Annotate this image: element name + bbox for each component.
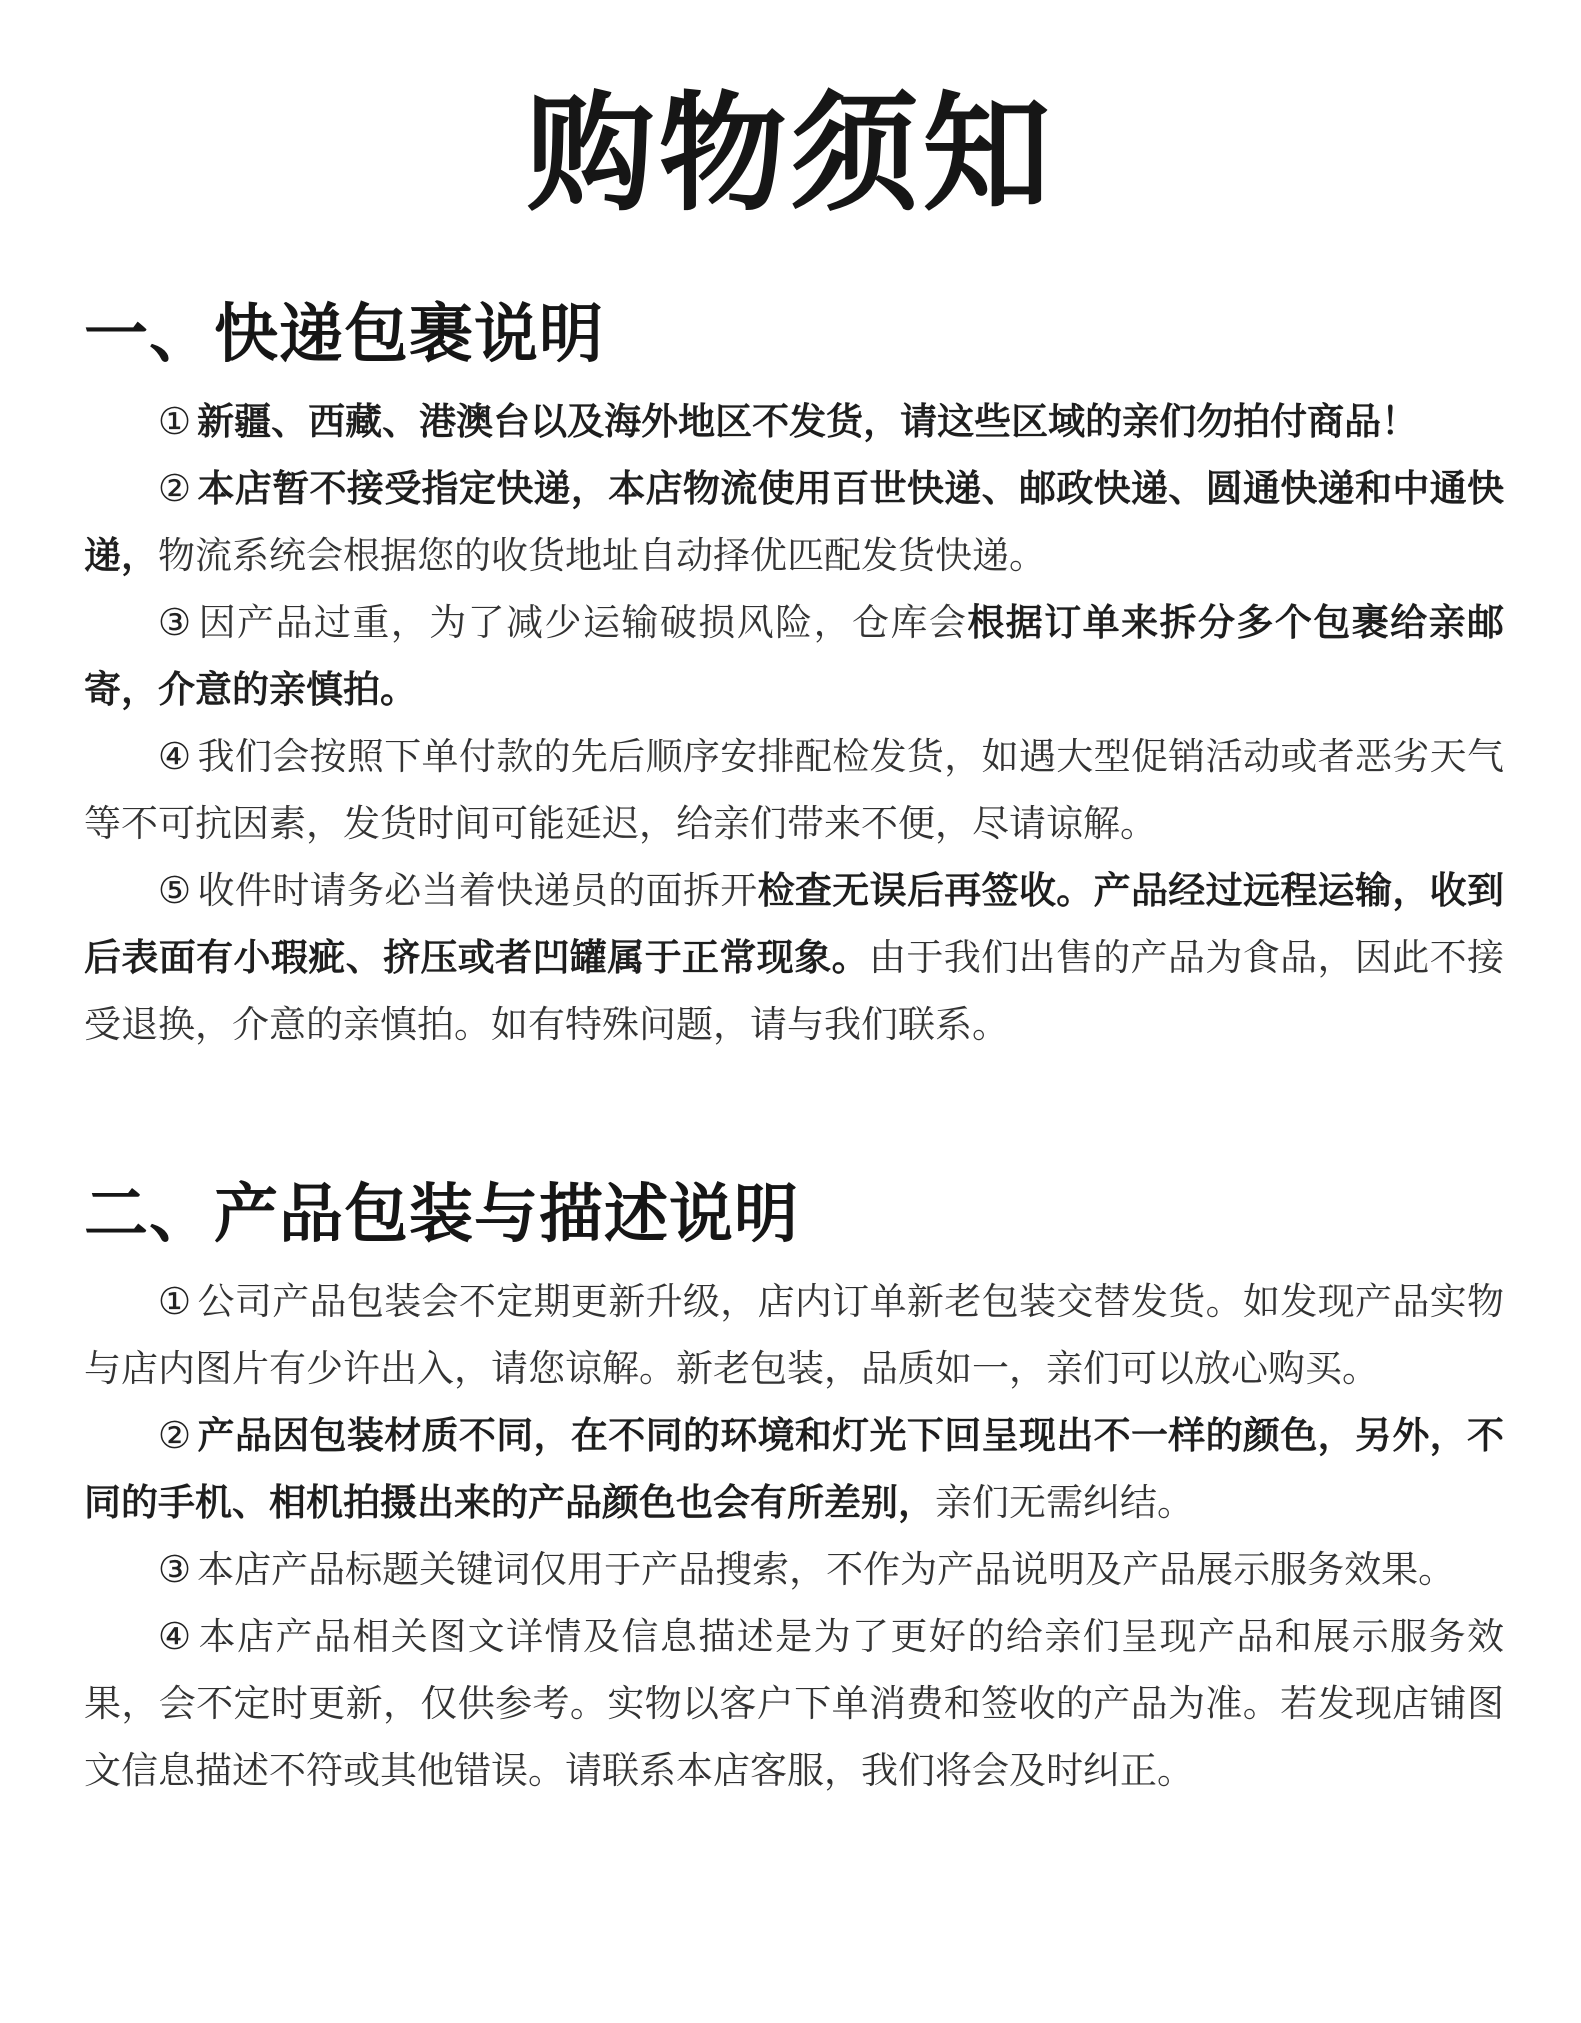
item-text: 因产品过重，为了减少运输破损风险，仓库会 — [198, 601, 968, 644]
notice-item — [84, 589, 1504, 723]
notice-item — [84, 857, 1504, 1058]
item-text: 本店产品标题关键词仅用于产品搜索，不作为产品说明及产品展示服务效果。 — [197, 1548, 1456, 1591]
page-title: 购物须知 — [526, 80, 1055, 229]
section-packaging — [84, 1170, 1504, 1804]
item-number: ⑤ — [158, 869, 192, 912]
notice-item — [84, 455, 1504, 589]
section-heading: 一、快递包裹说明 — [84, 298, 604, 372]
item-text: 我们会按照下单付款的先后顺序安排配检发货，如遇大型促销活动或者恶劣天气等不可抗因素，发货时间可能延迟，给亲们带来不便，尽请谅解。 — [84, 735, 1505, 845]
item-text-bold: 检查无误后再签收。产品经过远程运输，收到后表面有小瑕疵、挤压或者凹罐属于正常现象。 — [84, 869, 1505, 979]
item-text-bold: 产品因包装材质不同，在不同的环境和灯光下回呈现出不一样的颜色，另外，不同的手机、相机拍摄出来的产品颜色也会有所差别， — [84, 1414, 1505, 1524]
notice-item — [84, 1402, 1504, 1536]
notice-item — [84, 1536, 1504, 1603]
notice-item — [84, 388, 1504, 455]
item-number: ② — [158, 467, 192, 510]
item-number: ③ — [158, 601, 193, 644]
item-text: 亲们无需纠结。 — [935, 1481, 1194, 1524]
item-number: ③ — [158, 1548, 192, 1591]
notice-item — [84, 1268, 1504, 1402]
section-shipping — [84, 290, 1504, 1058]
item-number: ④ — [158, 1615, 193, 1658]
item-number: ① — [158, 400, 192, 443]
section-heading: 二、产品包装与描述说明 — [84, 1178, 799, 1252]
item-number: ① — [158, 1280, 192, 1323]
notice-item — [84, 723, 1504, 857]
item-text: 本店产品相关图文详情及信息描述是为了更好的给亲们呈现产品和展示服务效果，会不定时更新，仅供参考。实物以客户下单消费和签收的产品为准。若发现店铺图文信息描述不符或其他错误。请联系本店客服，我们将会及时纠正。 — [84, 1615, 1504, 1792]
item-text: 公司产品包装会不定期更新升级，店内订单新老包装交替发货。如发现产品实物与店内图片有少许出入，请您谅解。新老包装，品质如一，亲们可以放心购买。 — [84, 1280, 1505, 1390]
item-text: 收件时请务必当着快递员的面拆开 — [197, 869, 758, 912]
notice-item — [84, 1603, 1504, 1804]
item-text-bold: 根据订单来拆分多个包裹给亲邮寄，介意的亲慎拍。 — [84, 601, 1505, 711]
item-text: 由于我们出售的产品为食品，因此不接受退换，介意的亲慎拍。如有特殊问题，请与我们联系。 — [84, 936, 1505, 1046]
item-number: ② — [158, 1414, 192, 1457]
item-text-bold: 新疆、西藏、港澳台以及海外地区不发货，请这些区域的亲们勿拍付商品！ — [197, 400, 1419, 443]
item-text-bold: 本店暂不接受指定快递，本店物流使用百世快递、邮政快递、圆通快递和中通快递， — [84, 467, 1505, 577]
item-text: 物流系统会根据您的收货地址自动择优匹配发货快递。 — [158, 534, 1046, 577]
item-number: ④ — [158, 735, 192, 778]
